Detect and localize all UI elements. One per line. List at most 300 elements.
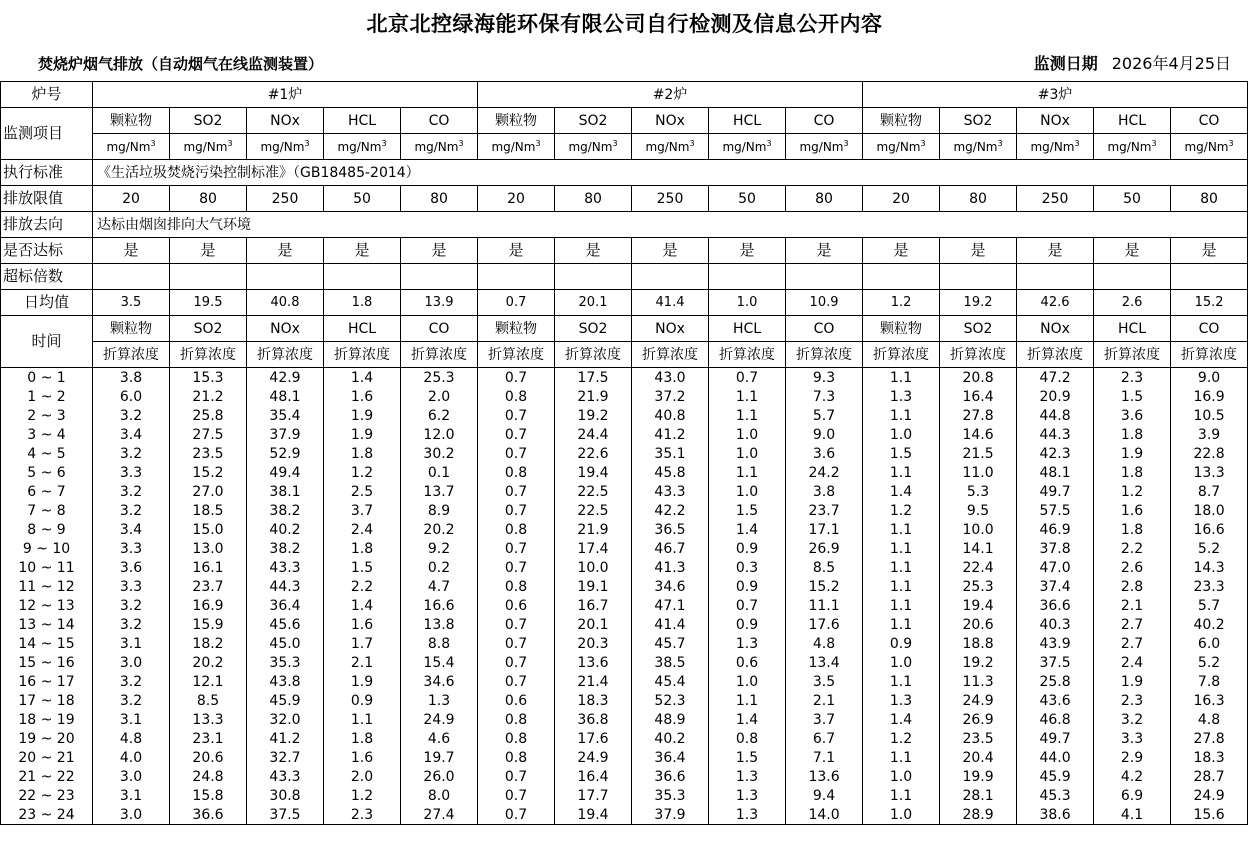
hour-label: 9 ~ 10 [1,539,93,558]
hourly-value: 8.5 [786,558,863,577]
unit-row [1,134,1248,160]
unit-superscript: 3 [535,139,541,148]
unit-cell [478,134,555,160]
hourly-value: 22.8 [1171,444,1248,463]
hourly-value: 3.4 [93,520,170,539]
pollutant-header-row [1,108,1248,134]
hourly-value: 5.2 [1171,653,1248,672]
daily-average-value: 0.7 [478,290,555,316]
hourly-value: 32.0 [247,710,324,729]
hourly-value: 48.9 [632,710,709,729]
hour-label: 8 ~ 9 [1,520,93,539]
unit-cell [1094,134,1171,160]
unit-cell [940,134,1017,160]
hourly-value: 1.4 [863,482,940,501]
hourly-value: 36.8 [555,710,632,729]
hourly-value: 28.7 [1171,767,1248,786]
hourly-value: 16.9 [170,596,247,615]
hourly-value: 1.6 [324,748,401,767]
date-label: 监测日期 [1033,54,1098,73]
hourly-value: 0.8 [478,710,555,729]
hourly-row [1,672,1248,691]
hourly-value: 49.4 [247,463,324,482]
concentration-header: 折算浓度 [1094,342,1171,368]
exceed-value [632,264,709,290]
hourly-value: 6.0 [1171,634,1248,653]
hourly-value: 1.1 [863,672,940,691]
pollutant-header: 颗粒物 [863,108,940,134]
unit-cell [709,134,786,160]
hourly-value: 1.1 [863,539,940,558]
hourly-value: 0.6 [478,596,555,615]
hourly-value: 2.3 [324,805,401,825]
hour-label: 21 ~ 22 [1,767,93,786]
daily-average-value: 3.5 [93,290,170,316]
hourly-row [1,767,1248,786]
hourly-value: 3.7 [786,710,863,729]
exceed-row [1,264,1248,290]
hourly-value: 4.0 [93,748,170,767]
hourly-value: 13.8 [401,615,478,634]
compliance-value: 是 [1017,238,1094,264]
pollutant-header: NOx [632,108,709,134]
hourly-value: 10.5 [1171,406,1248,425]
hourly-value: 3.3 [1094,729,1171,748]
exceed-value [786,264,863,290]
limit-value: 80 [786,186,863,212]
hourly-row [1,520,1248,539]
unit-superscript: 3 [843,139,849,148]
daily-average-value: 42.6 [1017,290,1094,316]
hourly-value: 2.4 [1094,653,1171,672]
hourly-value: 1.1 [863,463,940,482]
hourly-value: 1.2 [863,501,940,520]
hourly-value: 3.8 [786,482,863,501]
hourly-value: 1.1 [863,786,940,805]
exceed-value [93,264,170,290]
unit-text: mg/Nm [645,140,690,154]
hourly-row [1,368,1248,388]
hourly-value: 45.0 [247,634,324,653]
hourly-value: 1.0 [863,425,940,444]
hourly-value: 49.7 [1017,729,1094,748]
hourly-value: 43.8 [247,672,324,691]
concentration-header: 折算浓度 [93,342,170,368]
hourly-value: 2.7 [1094,615,1171,634]
hourly-value: 27.5 [170,425,247,444]
hourly-value: 15.3 [170,368,247,388]
hourly-value: 38.6 [1017,805,1094,825]
hourly-value: 9.2 [401,539,478,558]
hourly-row [1,596,1248,615]
hourly-value: 26.9 [940,710,1017,729]
hourly-value: 6.0 [93,387,170,406]
hourly-value: 0.9 [709,577,786,596]
hourly-value: 1.4 [324,596,401,615]
hourly-row [1,482,1248,501]
hourly-value: 38.1 [247,482,324,501]
hour-label: 4 ~ 5 [1,444,93,463]
hourly-value: 52.3 [632,691,709,710]
hourly-value: 16.4 [555,767,632,786]
daily-average-value: 20.1 [555,290,632,316]
hourly-value: 5.3 [940,482,1017,501]
time-pollutant-header: NOx [247,316,324,342]
hourly-value: 23.1 [170,729,247,748]
concentration-header: 折算浓度 [709,342,786,368]
hourly-value: 20.3 [555,634,632,653]
hourly-value: 24.2 [786,463,863,482]
hourly-value: 3.3 [93,577,170,596]
hourly-value: 11.0 [940,463,1017,482]
hourly-value: 57.5 [1017,501,1094,520]
hourly-value: 44.8 [1017,406,1094,425]
hourly-value: 1.1 [863,748,940,767]
hourly-value: 36.6 [1017,596,1094,615]
pollutant-header: SO2 [170,108,247,134]
hourly-value: 8.8 [401,634,478,653]
hourly-value: 19.4 [555,463,632,482]
hourly-value: 36.6 [170,805,247,825]
hourly-row [1,653,1248,672]
unit-superscript: 3 [1074,139,1080,148]
hourly-value: 34.6 [632,577,709,596]
time-pollutant-header: 颗粒物 [93,316,170,342]
unit-text: mg/Nm [106,140,151,154]
hourly-value: 0.7 [478,368,555,388]
hourly-value: 2.4 [324,520,401,539]
unit-superscript: 3 [227,139,233,148]
hourly-value: 3.8 [93,368,170,388]
hourly-value: 19.1 [555,577,632,596]
unit-cell [324,134,401,160]
hourly-value: 20.6 [940,615,1017,634]
hourly-value: 19.9 [940,767,1017,786]
unit-superscript: 3 [150,139,156,148]
hourly-value: 13.6 [555,653,632,672]
hourly-row [1,387,1248,406]
hourly-value: 1.5 [709,748,786,767]
concentration-header: 折算浓度 [786,342,863,368]
hourly-value: 20.9 [1017,387,1094,406]
hour-label: 20 ~ 21 [1,748,93,767]
hourly-value: 25.3 [940,577,1017,596]
hourly-value: 1.0 [863,767,940,786]
hourly-value: 1.0 [863,805,940,825]
time-pollutant-header: HCL [1094,316,1171,342]
date-value: 2026年4月25日 [1111,54,1231,73]
hourly-row [1,463,1248,482]
exceed-value [709,264,786,290]
hourly-value: 20.2 [170,653,247,672]
hourly-value: 41.2 [632,425,709,444]
hourly-value: 49.7 [1017,482,1094,501]
item-label: 监测项目 [1,108,93,160]
pollutant-header: NOx [247,108,324,134]
hourly-value: 3.1 [93,710,170,729]
limit-value: 80 [401,186,478,212]
hourly-value: 32.7 [247,748,324,767]
unit-cell [863,134,940,160]
hourly-value: 2.1 [786,691,863,710]
hourly-value: 46.8 [1017,710,1094,729]
hourly-value: 24.9 [1171,786,1248,805]
hourly-value: 26.0 [401,767,478,786]
daily-average-value: 19.2 [940,290,1017,316]
hourly-row [1,406,1248,425]
hourly-value: 41.3 [632,558,709,577]
hourly-value: 0.7 [709,368,786,388]
hourly-row [1,634,1248,653]
pollutant-header: CO [401,108,478,134]
hourly-value: 43.9 [1017,634,1094,653]
limit-value: 80 [940,186,1017,212]
hourly-value: 1.4 [709,520,786,539]
concentration-header: 折算浓度 [478,342,555,368]
hourly-value: 36.5 [632,520,709,539]
hourly-value: 1.3 [863,691,940,710]
unit-text: mg/Nm [876,140,921,154]
time-pollutant-header: SO2 [940,316,1017,342]
hourly-value: 36.4 [632,748,709,767]
hour-label: 3 ~ 4 [1,425,93,444]
hourly-value: 1.1 [324,710,401,729]
monitoring-date [1034,51,1231,74]
time-pollutant-header: SO2 [170,316,247,342]
hour-label: 14 ~ 15 [1,634,93,653]
hourly-value: 3.5 [786,672,863,691]
unit-cell [1171,134,1248,160]
hourly-value: 13.4 [786,653,863,672]
unit-superscript: 3 [1228,139,1234,148]
hourly-value: 45.9 [247,691,324,710]
hourly-value: 1.9 [324,425,401,444]
exceed-value [863,264,940,290]
hourly-value: 23.3 [1171,577,1248,596]
hourly-value: 3.9 [1171,425,1248,444]
unit-text: mg/Nm [722,140,767,154]
hourly-value: 48.1 [1017,463,1094,482]
hourly-value: 18.8 [940,634,1017,653]
compliance-label: 是否达标 [1,238,93,264]
hourly-value: 2.1 [324,653,401,672]
hourly-value: 3.1 [93,786,170,805]
hourly-value: 6.2 [401,406,478,425]
hourly-value: 37.4 [1017,577,1094,596]
unit-superscript: 3 [766,139,772,148]
hourly-row [1,691,1248,710]
hourly-value: 30.8 [247,786,324,805]
hourly-value: 1.5 [324,558,401,577]
hourly-value: 14.6 [940,425,1017,444]
hourly-value: 20.4 [940,748,1017,767]
hourly-value: 3.2 [93,672,170,691]
concentration-header: 折算浓度 [1017,342,1094,368]
hour-label: 19 ~ 20 [1,729,93,748]
hourly-value: 0.8 [478,577,555,596]
unit-superscript: 3 [689,139,695,148]
hourly-value: 1.6 [324,387,401,406]
daily-average-value: 41.4 [632,290,709,316]
hourly-value: 11.3 [940,672,1017,691]
hourly-value: 45.8 [632,463,709,482]
hourly-value: 19.2 [940,653,1017,672]
hourly-value: 11.1 [786,596,863,615]
hourly-value: 15.4 [401,653,478,672]
unit-text: mg/Nm [183,140,228,154]
hourly-value: 3.0 [93,653,170,672]
concentration-header: 折算浓度 [940,342,1017,368]
hourly-value: 25.8 [170,406,247,425]
hourly-value: 43.6 [1017,691,1094,710]
hour-label: 11 ~ 12 [1,577,93,596]
hourly-value: 14.1 [940,539,1017,558]
hourly-value: 22.4 [940,558,1017,577]
hourly-value: 2.2 [324,577,401,596]
direction-row [1,212,1248,238]
concentration-header: 折算浓度 [324,342,401,368]
exceed-value [478,264,555,290]
standard-row [1,160,1248,186]
hourly-value: 1.1 [863,558,940,577]
hourly-value: 1.1 [863,520,940,539]
hourly-value: 17.6 [786,615,863,634]
hourly-value: 23.7 [786,501,863,520]
pollutant-header: SO2 [940,108,1017,134]
unit-text: mg/Nm [491,140,536,154]
hourly-value: 35.4 [247,406,324,425]
hourly-value: 3.4 [93,425,170,444]
hourly-value: 0.7 [478,786,555,805]
hourly-value: 42.2 [632,501,709,520]
furnace-3-header: #3炉 [863,82,1248,108]
hourly-value: 15.2 [786,577,863,596]
exceed-value [1094,264,1171,290]
hourly-row [1,539,1248,558]
hourly-value: 0.7 [478,444,555,463]
hourly-value: 1.1 [709,691,786,710]
hourly-value: 34.6 [401,672,478,691]
unit-cell [401,134,478,160]
unit-text: mg/Nm [337,140,382,154]
hourly-value: 0.7 [478,615,555,634]
unit-superscript: 3 [997,139,1003,148]
hour-label: 6 ~ 7 [1,482,93,501]
time-header-row [1,316,1248,342]
exceed-value [555,264,632,290]
furnace-label: 炉号 [1,82,93,108]
hourly-value: 14.3 [1171,558,1248,577]
hourly-value: 13.0 [170,539,247,558]
hourly-value: 1.1 [709,406,786,425]
hourly-value: 37.2 [632,387,709,406]
hourly-value: 16.3 [1171,691,1248,710]
hourly-row [1,710,1248,729]
hourly-value: 0.7 [478,425,555,444]
hourly-value: 4.1 [1094,805,1171,825]
hourly-value: 43.0 [632,368,709,388]
compliance-value: 是 [247,238,324,264]
time-pollutant-header: 颗粒物 [863,316,940,342]
hourly-value: 20.2 [401,520,478,539]
hourly-value: 3.2 [93,501,170,520]
hourly-value: 15.6 [1171,805,1248,825]
direction-label: 排放去向 [1,212,93,238]
furnace-2-header: #2炉 [478,82,863,108]
hourly-value: 30.2 [401,444,478,463]
hourly-value: 0.9 [863,634,940,653]
limit-value: 250 [1017,186,1094,212]
hourly-value: 1.7 [324,634,401,653]
hourly-value: 0.7 [478,672,555,691]
section-subtitle: 焚烧炉烟气排放（自动烟气在线监测装置） [38,55,324,73]
hourly-value: 2.3 [1094,368,1171,388]
hourly-value: 1.0 [709,672,786,691]
hourly-value: 38.5 [632,653,709,672]
compliance-value: 是 [863,238,940,264]
hourly-value: 16.4 [940,387,1017,406]
hourly-value: 16.7 [555,596,632,615]
hour-label: 0 ~ 1 [1,368,93,388]
hourly-value: 1.8 [324,539,401,558]
hourly-value: 6.9 [1094,786,1171,805]
hourly-value: 37.5 [1017,653,1094,672]
daily-average-value: 19.5 [170,290,247,316]
hour-label: 1 ~ 2 [1,387,93,406]
hourly-value: 3.3 [93,539,170,558]
time-pollutant-header: CO [401,316,478,342]
compliance-value: 是 [786,238,863,264]
hourly-value: 1.3 [401,691,478,710]
hourly-value: 1.3 [709,767,786,786]
hourly-value: 2.7 [1094,634,1171,653]
hourly-value: 1.2 [324,463,401,482]
hourly-value: 13.3 [170,710,247,729]
hourly-value: 46.9 [1017,520,1094,539]
hourly-value: 7.3 [786,387,863,406]
hourly-value: 5.2 [1171,539,1248,558]
hourly-value: 20.6 [170,748,247,767]
hourly-value: 0.3 [709,558,786,577]
hourly-value: 3.2 [1094,710,1171,729]
daily-average-row [1,290,1248,316]
hourly-value: 1.1 [863,577,940,596]
hourly-row [1,501,1248,520]
unit-superscript: 3 [381,139,387,148]
hourly-value: 0.2 [401,558,478,577]
hourly-value: 8.9 [401,501,478,520]
compliance-value: 是 [709,238,786,264]
hourly-value: 40.8 [632,406,709,425]
concentration-header: 折算浓度 [555,342,632,368]
hourly-value: 0.7 [709,596,786,615]
compliance-value: 是 [1171,238,1248,264]
hourly-value: 35.3 [247,653,324,672]
hourly-value: 1.3 [709,634,786,653]
hourly-value: 2.6 [1094,558,1171,577]
hourly-value: 15.0 [170,520,247,539]
hourly-value: 35.3 [632,786,709,805]
hourly-value: 44.3 [1017,425,1094,444]
hourly-value: 43.3 [632,482,709,501]
time-pollutant-header: CO [1171,316,1248,342]
hourly-value: 35.1 [632,444,709,463]
time-pollutant-header: SO2 [555,316,632,342]
hourly-value: 17.1 [786,520,863,539]
exceed-value [247,264,324,290]
hourly-value: 7.1 [786,748,863,767]
hourly-value: 0.7 [478,653,555,672]
